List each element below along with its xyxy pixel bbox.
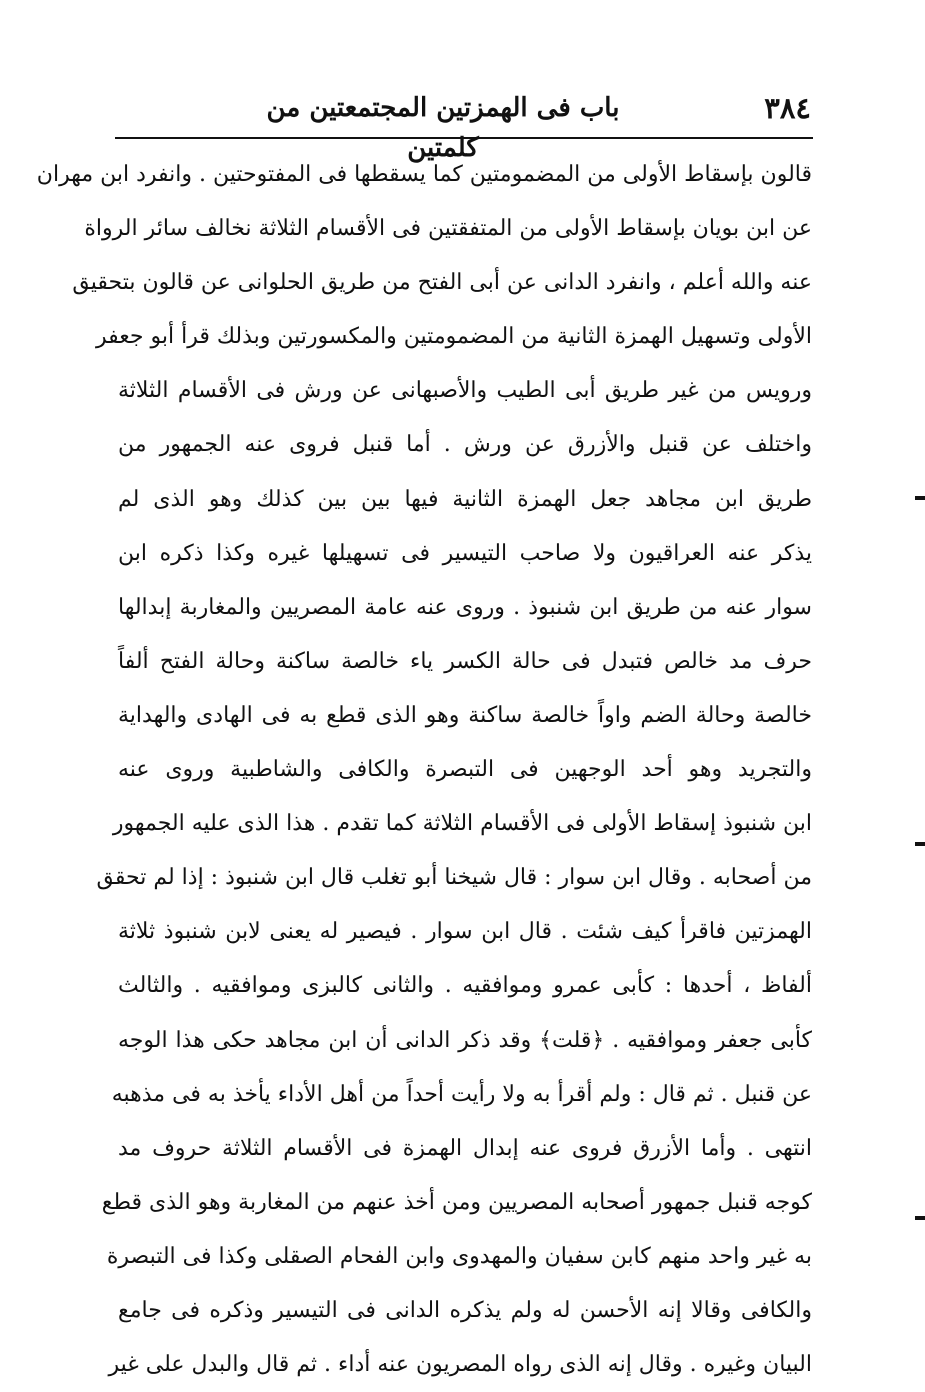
text-line: كأبى جعفر وموافقيه . ﴿قلت﴾ وقد ذكر الدانى أن ابن مجاهد حكى هذا الوجه xyxy=(118,1027,812,1053)
body-text xyxy=(36,148,812,1392)
text-line: ابن شنبوذ إسقاط الأولى فى الأقسام الثلاثة كما تقدم . هذا الذى عليه الجمهور xyxy=(112,811,812,837)
margin-mark xyxy=(915,496,925,500)
text-line: يذكر عنه العراقيون ولا صاحب التيسير فى تسهيلها غيره وكذا ذكره ابن xyxy=(118,540,812,566)
text-line: الأولى وتسهيل الهمزة الثانية من المضمومتين والمكسورتين وبذلك قرأ أبو جعفر xyxy=(96,324,812,350)
text-line: سوار عنه من طريق ابن شنبوذ . وروى عنه عامة المصريين والمغاربة إبدالها xyxy=(118,594,812,620)
running-title: باب فى الهمزتين المجتمعتين من كلمتين xyxy=(266,93,620,163)
text-line: عن قنبل . ثم قال : ولم أقرأ به ولا رأيت أحداً من أهل الأداء يأخذ به فى مذهبه xyxy=(111,1081,812,1107)
text-line: كوجه قنبل جمهور أصحابه المصريين ومن أخذ عنهم من المغاربة وهو الذى قطع xyxy=(101,1189,812,1215)
text-line: والكافى وقالا إنه الأحسن له ولم يذكره الدانى فى التيسير وذكره فى جامع xyxy=(118,1297,812,1323)
text-line: قالون بإسقاط الأولى من المضمومتين كما يسقطها فى المفتوحتين . وانفرد ابن مهران xyxy=(36,162,812,187)
text-line: ألفاظ ، أحدها : كأبى عمرو وموافقيه . والثانى كالبزى وموافقيه . والثالث xyxy=(118,973,812,999)
text-line: والتجريد وهو أحد الوجهين فى التبصرة والكافى والشاطبية وروى عنه xyxy=(118,757,812,783)
text-line: ورويس من غير طريق أبى الطيب والأصبهانى عن ورش فى الأقسام الثلاثة xyxy=(118,378,812,404)
margin-mark xyxy=(915,842,925,846)
page-header xyxy=(115,88,811,163)
page-number: ٣٨٤ xyxy=(764,91,811,125)
text-line: من أصحابه . وقال ابن سوار : قال شيخنا أبو تغلب قال ابن شنبوذ : إذا لم تحقق xyxy=(96,865,812,891)
margin-mark xyxy=(915,1216,925,1220)
text-line: به غير واحد منهم كابن سفيان والمهدوى وابن الفحام الصقلى وكذا فى التبصرة xyxy=(106,1243,812,1269)
text-line: واختلف عن قنبل والأزرق عن ورش . أما قنبل فروى عنه الجمهور من xyxy=(118,432,812,458)
text-line: الهمزتين فاقرأ كيف شئت . قال ابن سوار . فيصير له يعنى لابن شنبوذ ثلاثة xyxy=(118,919,812,945)
text-line: خالصة وحالة الضم واواً خالصة ساكنة وهو الذى قطع به فى الهادى والهداية xyxy=(118,702,812,728)
text-line: انتهى . وأما الأزرق فروى عنه إبدال الهمزة فى الأقسام الثلاثة حروف مد xyxy=(118,1135,812,1161)
text-line: عنه والله أعلم ، وانفرد الدانى عن أبى الفتح من طريق الحلوانى عن قالون بتحقيق xyxy=(72,270,812,296)
text-line: حرف مد خالص فتبدل فى حالة الكسر ياء خالصة ساكنة وحالة الفتح ألفاً xyxy=(118,648,812,674)
text-line: طريق ابن مجاهد جعل الهمزة الثانية فيها بين بين كذلك وهو الذى لم xyxy=(118,486,812,512)
header-rule xyxy=(115,137,813,139)
text-line: البيان وغيره . وقال إنه الذى رواه المصريون عنه أداء . ثم قال والبدل على غير xyxy=(108,1352,812,1378)
text-line: عن ابن بويان بإسقاط الأولى من المتفقتين فى الأقسام الثلاثة نخالف سائر الرواة xyxy=(84,216,812,242)
